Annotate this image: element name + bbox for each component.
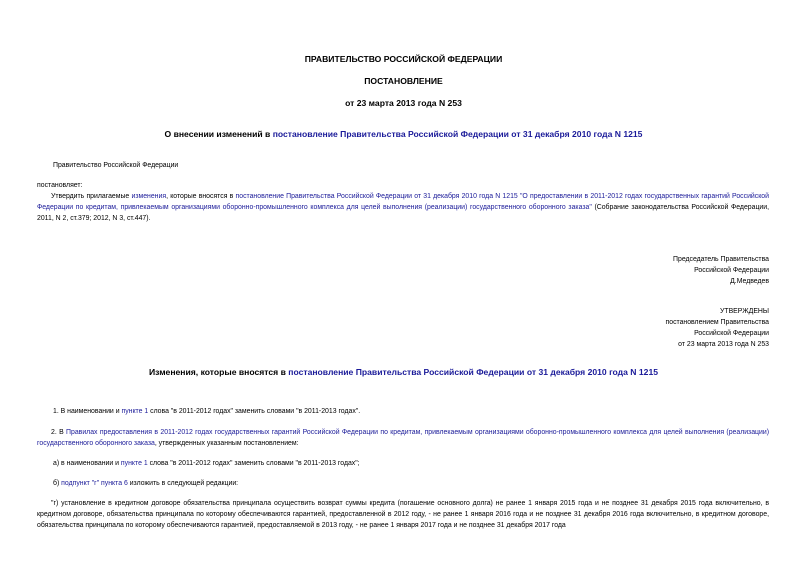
sub-b-text-1: б) xyxy=(53,480,62,487)
para1-text-a: Утвердить прилагаемые xyxy=(51,193,132,200)
decree-1215-link[interactable]: постановление Правительства Российской Федерации от 31 декабря 2010 года N 1215 "О предоставлении в 2011-2012 годах государственных гарантий Российской Федерации по кредитам, привлекаемым организациями оборонно-промышленного комплекса для целей выполнения (реализации) государственного оборонного заказа" xyxy=(37,193,769,211)
change-item-2 xyxy=(37,427,769,449)
signature-name: Д.Медведев xyxy=(730,278,769,285)
subpoint-g-link[interactable]: подпункт "г" пункта 6 xyxy=(61,480,128,487)
item2-text-a: 2. В xyxy=(51,429,67,436)
decree-paragraph xyxy=(37,191,769,224)
item1-text-b: слова "в 2011-2012 годах" заменить словами "в 2011-2013 годах". xyxy=(148,408,361,415)
approval-line-4: от 23 марта 2013 года N 253 xyxy=(678,341,769,348)
doc-date-number: от 23 марта 2013 года N 253 xyxy=(345,98,462,108)
sub-item-a xyxy=(53,458,360,469)
quoted-text xyxy=(37,498,769,531)
sub-a-text-1: а) в наименовании и xyxy=(53,460,121,467)
sub-b-text-2: изложить в следующей редакции: xyxy=(127,480,239,487)
item2-text-b: , утвержденных указанным постановлением: xyxy=(154,440,299,447)
change-item-1 xyxy=(53,406,360,417)
quoted-paragraph: "г) установление в кредитном договоре обязательства принципала осуществить возврат суммы кредита (погашение основного долга) не ранее 1 января 2015 года и не позднее 31 декабря 2015 года включительно, в кредитном договоре, обязательства принципала по которому обеспечиваются гарантией, предоставленной в 2012 году, - не ранее 1 января 2016 года и не позднее 31 декабря 2016 года включительно, в кредитном договоре, обязательства принципала по которому обеспечиваются гарантией, предоставляемой в 2013 году, - не ранее 1 января 2017 года и не позднее 31 декабря 2017 года xyxy=(37,500,769,529)
signature-block xyxy=(540,254,769,287)
decree-word: постановляет: xyxy=(37,182,83,189)
changes-title-text: Изменения, которые вносятся в xyxy=(148,367,289,377)
rules-link[interactable]: Правилах предоставления в 2011-2012 годах государственных гарантий Российской Федерации по кредитам, привлекаемым организациями оборонно-промышленного комплекса для целей выполнения (реализации) государственного оборонного заказа xyxy=(37,429,769,447)
doc-type-heading: ПОСТАНОВЛЕНИЕ xyxy=(364,76,443,86)
issuer-text: Правительство Российской Федерации xyxy=(53,162,179,169)
doc-title-text: О внесении изменений в xyxy=(164,129,273,139)
item1-text-a: 1. В наименовании и xyxy=(53,408,122,415)
changes-link[interactable]: изменения xyxy=(131,193,167,200)
signature-position: Председатель Правительства xyxy=(673,256,769,263)
changes-title-link[interactable]: постановление Правительства Российской Федерации от 31 декабря 2010 года N 1215 xyxy=(288,367,659,377)
approval-line-1: УТВЕРЖДЕНЫ xyxy=(720,308,769,315)
approval-block xyxy=(540,306,769,350)
item1-point-link[interactable]: пункте 1 xyxy=(121,408,149,415)
sub-a-point-link[interactable]: пункте 1 xyxy=(120,460,148,467)
doc-title-link[interactable]: постановление Правительства Российской Федерации от 31 декабря 2010 года N 1215 xyxy=(272,129,643,139)
para1-text-b: , которые вносятся в xyxy=(166,193,236,200)
para1-text-c: (Собрание законодательства Российской Федерации, 2011, N 2, ст.379; 2012, N 3, ст.447). xyxy=(37,204,770,222)
sub-a-text-2: слова "в 2011-2012 годах" заменить словами "в 2011-2013 годах"; xyxy=(147,460,360,467)
approval-line-3: Российской Федерации xyxy=(694,330,769,337)
changes-title xyxy=(0,367,807,377)
approval-line-2: постановлением Правительства xyxy=(665,319,769,326)
doc-title xyxy=(0,129,807,139)
government-heading: ПРАВИТЕЛЬСТВО РОССИЙСКОЙ ФЕДЕРАЦИИ xyxy=(304,54,503,64)
signature-position-2: Российской Федерации xyxy=(694,267,769,274)
sub-item-b xyxy=(53,478,238,489)
